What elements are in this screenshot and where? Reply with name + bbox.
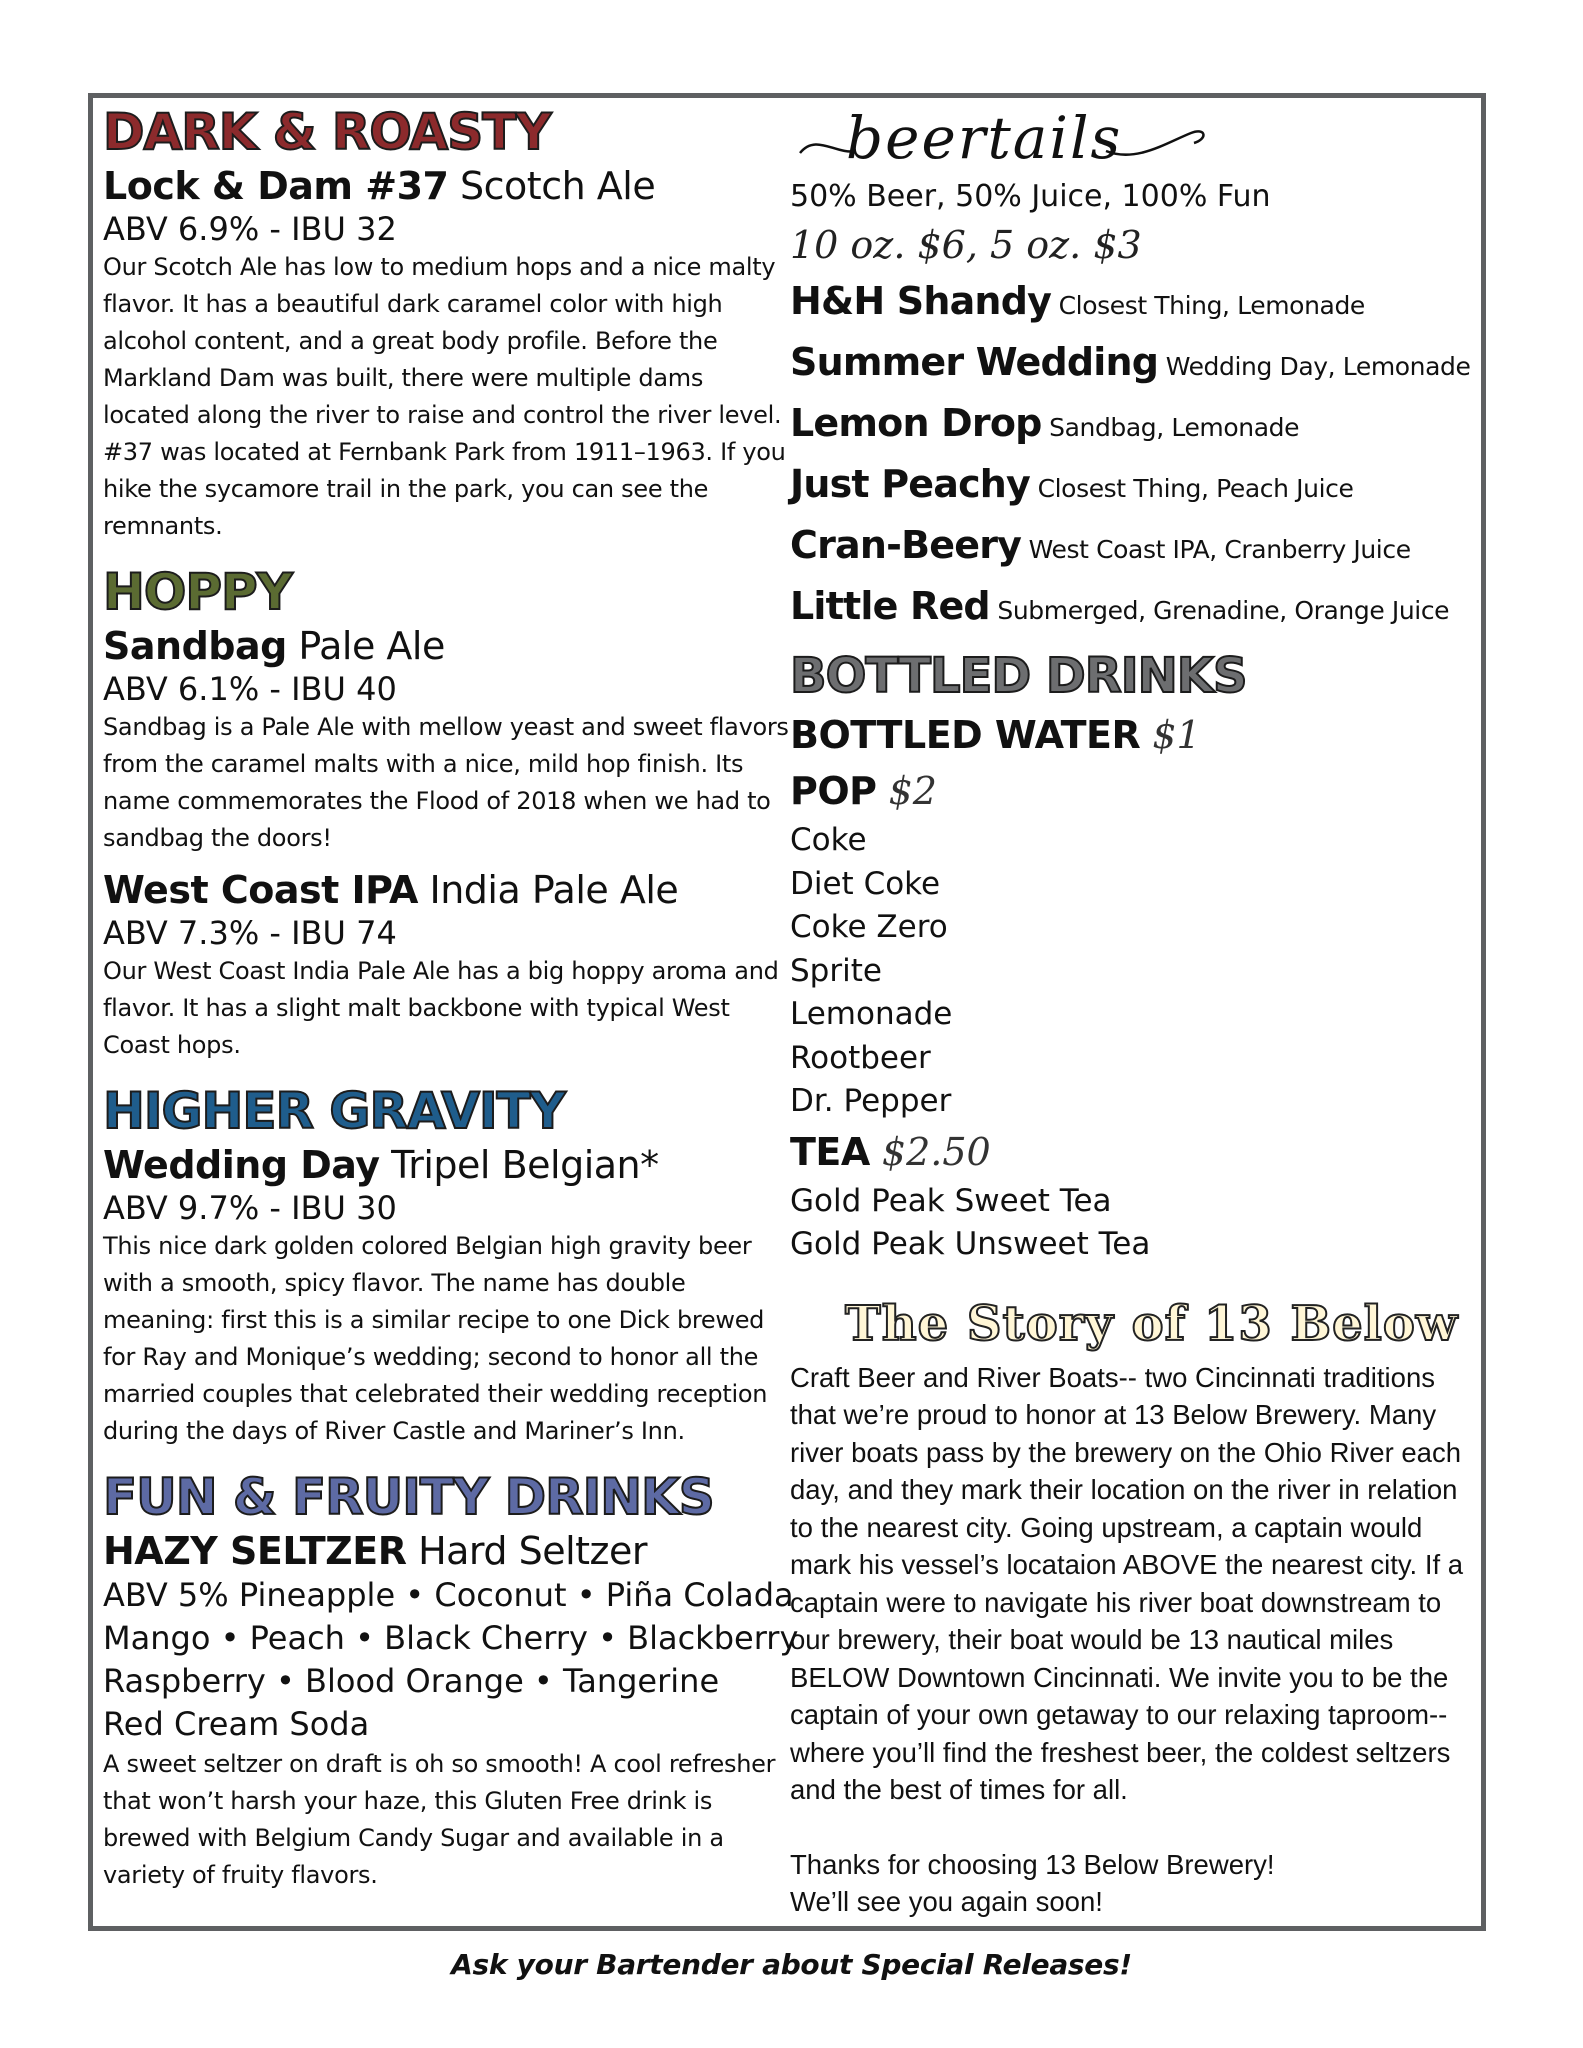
tea-price: $2.50 (881, 1129, 991, 1174)
beertail-name: Lemon Drop (790, 401, 1042, 445)
flavor-line: Mango • Peach • Black Cherry • Blackberry (103, 1619, 799, 1657)
beertail-item (790, 273, 1480, 334)
section-title-higher-gravity: HIGHER GRAVITY (103, 1082, 565, 1140)
beer-item (103, 1142, 793, 1450)
left-column (103, 103, 799, 1894)
beertail-name: Summer Wedding (790, 340, 1159, 384)
beer-description: Sandbag is a Pale Ale with mellow yeast and sweet flavors from the caramel malts with a nice, mild hop finish. Its name commemorates the Flood of 2018 when we had to sandbag the doors! (103, 713, 789, 852)
list-item: Gold Peak Sweet Tea (790, 1182, 1112, 1219)
beertail-item (790, 578, 1480, 639)
beer-heading (103, 163, 793, 209)
beer-abv: ABV 6.9% - IBU 32 (103, 210, 397, 248)
flavor-line: ABV 5% Pineapple • Coconut • Piña Colada (103, 1576, 794, 1614)
beertail-mix: Wedding Day, Lemonade (1165, 352, 1471, 381)
beer-name: West Coast IPA (103, 868, 418, 912)
beer-description: Our West Coast India Pale Ale has a big hoppy aroma and flavor. It has a slight malt backbone with typical West Coast hops. (103, 957, 779, 1059)
beer-heading (103, 867, 793, 913)
flavor-line: Raspberry • Blood Orange • Tangerine (103, 1662, 720, 1700)
tea-list (790, 1180, 1480, 1267)
water-name: BOTTLED WATER (790, 713, 1141, 757)
footer-note: Ask your Bartender about Special Releases! (451, 1948, 1132, 1981)
beertails-title-text: beertails (846, 104, 1123, 172)
beer-style: India Pale Ale (429, 868, 679, 912)
seltzer-item (103, 1528, 799, 1894)
story-title: The Story of 13 Below (845, 1295, 1459, 1352)
story-see-you: We’ll see you again soon! (790, 1886, 1103, 1917)
beer-style: Scotch Ale (460, 164, 656, 208)
list-item: Coke (790, 822, 867, 858)
list-item: Diet Coke (790, 865, 941, 902)
beer-heading (103, 623, 793, 669)
beer-item (103, 623, 793, 857)
water-heading (790, 707, 1480, 763)
beer-description: Our Scotch Ale has low to medium hops and a nice malty flavor. It has a beautiful dark caramel color with high alcohol content, and a great body profile. Before the Markland Dam was built, there were multiple dams located along the river to raise and control the river level. #37 was located at Fernbank Park from 1911–1963. If you hike the sycamore trail in the park, you can see the remnants. (103, 253, 786, 540)
beertail-item (790, 456, 1480, 517)
beertail-mix: Closest Thing, Lemonade (1058, 291, 1365, 320)
beertails-title (796, 103, 1480, 173)
list-item: Gold Peak Unsweet Tea (790, 1226, 1151, 1262)
beertail-name: H&H Shandy (790, 279, 1052, 323)
flavor-line: Red Cream Soda (103, 1705, 370, 1743)
list-item: Sprite (790, 952, 882, 989)
right-column (790, 103, 1480, 1921)
list-item: Lemonade (790, 996, 953, 1032)
story-body: Craft Beer and River Boats-- two Cincinnati traditions that we’re proud to honor at 13 Below Brewery. Many river boats pass by the brewery on the Ohio River each day, and they mark their location on the river in relation to the nearest city. Going upstream, a captain would mark his vessel’s locataion ABOVE the nearest city. If a captain were to navigate his river boat downstream to our brewery, their boat would be 13 nautical miles BELOW Downtown Cincinnati. We invite you to be the captain of your own getaway to our relaxing taproom-- where you’ll find the freshest beer, the coldest seltzers and the best of times for all. (790, 1361, 1464, 1805)
beertail-item (790, 395, 1480, 456)
beer-abv: ABV 9.7% - IBU 30 (103, 1189, 397, 1227)
tea-heading (790, 1124, 1480, 1180)
section-title-dark-roasty: DARK & ROASTY (103, 103, 551, 161)
section-title-fun-fruity: FUN & FRUITY DRINKS (103, 1468, 714, 1526)
tea-name: TEA (790, 1129, 870, 1174)
beer-name: Sandbag (103, 624, 287, 668)
pop-list (790, 819, 1480, 1124)
beer-name: Wedding Day (103, 1143, 380, 1187)
list-item: Coke Zero (790, 909, 948, 945)
beertail-mix: Closest Thing, Peach Juice (1037, 474, 1354, 503)
beer-style: Tripel Belgian* (391, 1143, 659, 1187)
beer-item (103, 163, 793, 545)
beer-heading (103, 1142, 793, 1188)
beertail-name: Just Peachy (790, 462, 1031, 506)
seltzer-name: HAZY SELTZER (103, 1529, 407, 1573)
beer-style: Pale Ale (298, 624, 445, 668)
beertail-mix: Submerged, Grenadine, Orange Juice (997, 596, 1450, 625)
seltzer-description: A sweet seltzer on draft is oh so smooth! A cool refresher that won’t harsh your haze, this Gluten Free drink is brewed with Belgium Candy Sugar and available in a variety of fruity flavors. (103, 1750, 776, 1889)
pop-price: $2 (888, 769, 937, 813)
beertail-item (790, 517, 1480, 578)
beertails-prices: 10 oz. $6, 5 oz. $3 (790, 223, 1142, 267)
beertail-mix: West Coast IPA, Cranberry Juice (1028, 535, 1411, 564)
story-thanks: Thanks for choosing 13 Below Brewery! (790, 1848, 1275, 1880)
beertail-mix: Sandbag, Lemonade (1049, 413, 1300, 442)
beertail-name: Little Red (790, 584, 990, 628)
beer-description: This nice dark golden colored Belgian high gravity beer with a smooth, spicy flavor. The name has double meaning: first this is a similar recipe to one Dick brewed for Ray and Monique’s wedding; second to honor all the married couples that celebrated their wedding reception during the days of River Castle and Mariner’s Inn. (103, 1232, 768, 1445)
list-item: Rootbeer (790, 1039, 931, 1076)
water-price: $1 (1152, 713, 1201, 757)
beer-abv: ABV 7.3% - IBU 74 (103, 914, 397, 952)
beer-abv: ABV 6.1% - IBU 40 (103, 670, 397, 708)
pop-name: POP (790, 769, 877, 813)
beer-name: Lock & Dam #37 (103, 164, 449, 208)
list-item: Dr. Pepper (790, 1083, 952, 1119)
seltzer-style: Hard Seltzer (418, 1529, 647, 1573)
section-title-bottled-drinks: BOTTLED DRINKS (790, 648, 1247, 704)
beer-item (103, 867, 793, 1064)
beertail-name: Cran-Beery (790, 523, 1022, 567)
beertail-item (790, 334, 1480, 395)
seltzer-heading (103, 1528, 793, 1574)
beertails-tagline: 50% Beer, 50% Juice, 100% Fun (790, 179, 1271, 214)
section-title-hoppy: HOPPY (103, 563, 292, 621)
swash-flourish-icon (796, 103, 1216, 173)
pop-heading (790, 763, 1480, 819)
